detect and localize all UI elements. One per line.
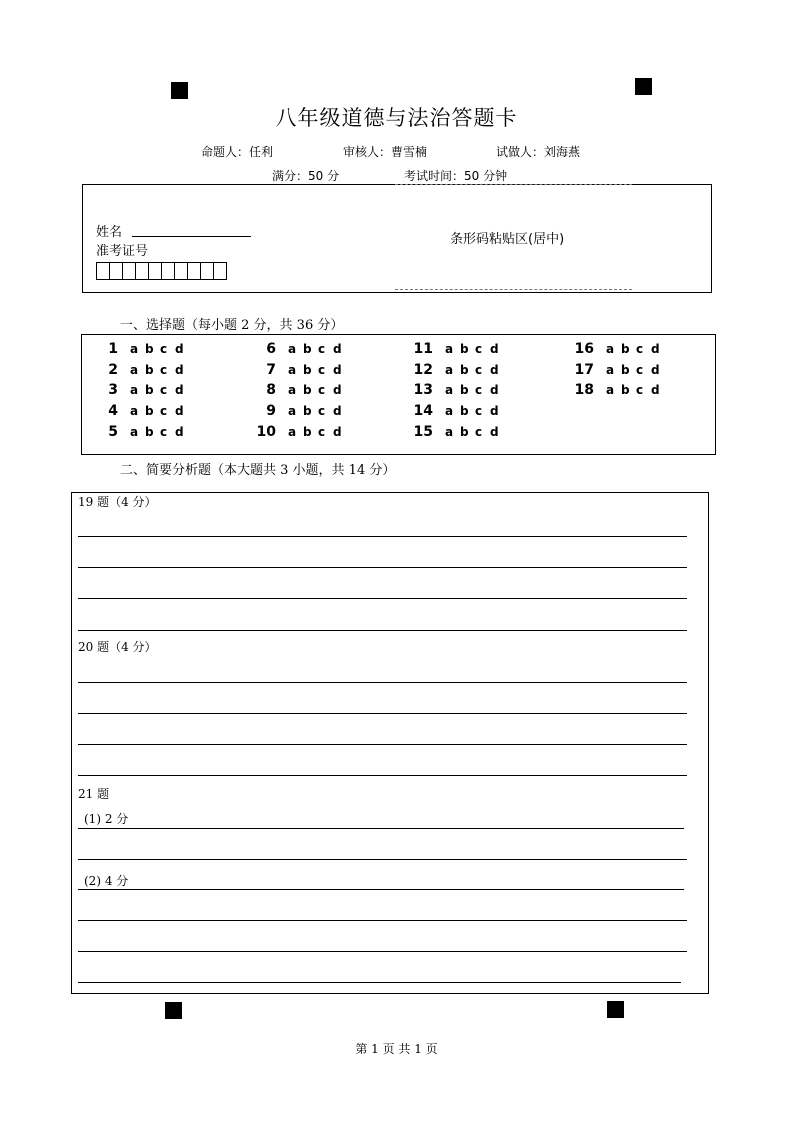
choice-question-row [250, 424, 348, 440]
question-number: 18 [574, 382, 594, 398]
answer-option[interactable]: d [333, 383, 342, 397]
question-number: 13 [413, 382, 433, 398]
answer-option[interactable]: d [333, 342, 342, 356]
answer-option[interactable]: d [175, 404, 184, 418]
registration-mark-top-right [635, 78, 652, 95]
choice-question-row [92, 424, 190, 440]
answer-option[interactable]: c [475, 363, 483, 377]
answer-line[interactable] [78, 630, 687, 631]
registration-mark-top-left [171, 82, 188, 99]
answer-line[interactable] [78, 859, 687, 860]
question-number: 12 [413, 362, 433, 378]
question-number: 15 [413, 424, 433, 440]
answer-option[interactable]: a [445, 342, 454, 356]
question-21-label: 21 题 [78, 787, 110, 801]
tester-info: 试做人：刘海燕 [496, 145, 581, 159]
choice-question-row [250, 403, 348, 419]
answer-option[interactable]: b [145, 383, 154, 397]
answer-option[interactable]: c [160, 425, 168, 439]
choice-question-row [407, 382, 505, 398]
answer-option[interactable]: c [475, 383, 483, 397]
answer-line[interactable] [78, 682, 687, 683]
answer-option[interactable]: b [303, 404, 312, 418]
choice-question-row [568, 341, 666, 357]
section1-heading: 一、选择题（每小题 2 分，共 36 分） [120, 318, 344, 333]
question-number: 3 [108, 382, 118, 398]
question-number: 11 [413, 341, 433, 357]
answer-option[interactable]: d [333, 363, 342, 377]
answer-option[interactable]: a [606, 363, 615, 377]
exam-id-grid[interactable] [96, 262, 226, 280]
page-footer: 第 1 页 共 1 页 [355, 1042, 438, 1056]
answer-option[interactable]: c [636, 342, 644, 356]
exam-id-cell[interactable] [187, 262, 201, 280]
answer-option[interactable]: b [460, 363, 469, 377]
answer-option[interactable]: c [318, 363, 326, 377]
answer-line[interactable] [78, 889, 684, 890]
answer-option[interactable]: d [490, 342, 499, 356]
answer-option[interactable]: c [160, 342, 168, 356]
question-21-part2-label: (2) 4 分 [84, 874, 129, 888]
section2-heading: 二、简要分析题（本大题共 3 小题，共 14 分） [120, 463, 396, 478]
choice-question-row [92, 403, 190, 419]
answer-option[interactable]: a [288, 342, 297, 356]
answer-option[interactable]: b [621, 383, 630, 397]
answer-option[interactable]: b [621, 342, 630, 356]
answer-option[interactable]: c [636, 363, 644, 377]
question-number: 1 [108, 341, 118, 357]
question-number: 6 [266, 341, 276, 357]
answer-option[interactable]: d [333, 425, 342, 439]
name-label: 姓名 [96, 225, 123, 240]
question-number: 7 [266, 362, 276, 378]
answer-option[interactable]: c [475, 425, 483, 439]
page-title: 八年级道德与法治答题卡 [275, 106, 518, 130]
answer-option[interactable]: b [303, 425, 312, 439]
choice-question-row [407, 362, 505, 378]
answer-line[interactable] [78, 567, 687, 568]
question-number: 4 [108, 403, 118, 419]
answer-option[interactable]: a [130, 404, 139, 418]
exam-id-cell[interactable] [109, 262, 123, 280]
answer-option[interactable]: c [318, 404, 326, 418]
answer-option[interactable]: a [130, 342, 139, 356]
answer-option[interactable]: b [460, 383, 469, 397]
question-19-label: 19 题（4 分） [78, 495, 157, 509]
answer-option[interactable]: a [288, 363, 297, 377]
question-number: 14 [413, 403, 433, 419]
choice-question-row [407, 341, 505, 357]
answer-option[interactable]: c [318, 425, 326, 439]
exam-id-cell[interactable] [122, 262, 136, 280]
choice-question-row [568, 362, 666, 378]
answer-option[interactable]: a [445, 363, 454, 377]
answer-option[interactable]: c [160, 404, 168, 418]
answer-option[interactable]: b [145, 404, 154, 418]
answer-option[interactable]: a [445, 383, 454, 397]
answer-option[interactable]: b [460, 425, 469, 439]
answer-line[interactable] [78, 713, 687, 714]
answer-option[interactable]: c [160, 363, 168, 377]
answer-option[interactable]: a [606, 383, 615, 397]
registration-mark-bottom-left [165, 1002, 182, 1019]
answer-option[interactable]: b [303, 342, 312, 356]
exam-id-cell[interactable] [161, 262, 175, 280]
answer-option[interactable]: d [175, 342, 184, 356]
answer-line[interactable] [78, 828, 684, 829]
answer-option[interactable]: a [288, 404, 297, 418]
question-number: 2 [108, 362, 118, 378]
answer-option[interactable]: a [130, 383, 139, 397]
answer-option[interactable]: c [475, 342, 483, 356]
answer-line[interactable] [78, 982, 681, 983]
barcode-bottom-dashline [395, 289, 632, 290]
barcode-top-dashline [395, 184, 632, 185]
answer-option[interactable]: b [145, 425, 154, 439]
answer-option[interactable]: b [303, 363, 312, 377]
choice-question-row [407, 403, 505, 419]
answer-option[interactable]: b [145, 363, 154, 377]
exam-id-cell[interactable] [213, 262, 227, 280]
answer-option[interactable]: c [475, 404, 483, 418]
answer-option[interactable]: a [130, 425, 139, 439]
question-number: 17 [574, 362, 594, 378]
exam-id-cell[interactable] [96, 262, 110, 280]
answer-option[interactable]: a [445, 404, 454, 418]
score-info: 满分：50 分 [272, 169, 340, 183]
question-number: 8 [266, 382, 276, 398]
choice-question-row [250, 341, 348, 357]
answer-option[interactable]: d [490, 425, 499, 439]
answer-option[interactable]: d [175, 363, 184, 377]
answer-option[interactable]: c [318, 383, 326, 397]
answer-option[interactable]: d [490, 404, 499, 418]
answer-option[interactable]: d [651, 383, 660, 397]
author-info: 命题人：任利 [201, 145, 274, 159]
answer-option[interactable]: d [651, 363, 660, 377]
answer-option[interactable]: d [175, 383, 184, 397]
answer-option[interactable]: d [490, 363, 499, 377]
answer-line[interactable] [78, 598, 687, 599]
answer-line[interactable] [78, 920, 687, 921]
answer-option[interactable]: b [621, 363, 630, 377]
answer-option[interactable]: d [175, 425, 184, 439]
answer-option[interactable]: b [145, 342, 154, 356]
choice-question-row [250, 382, 348, 398]
question-number: 5 [108, 424, 118, 440]
question-number: 10 [256, 424, 276, 440]
answer-line[interactable] [78, 951, 687, 952]
answer-option[interactable]: d [333, 404, 342, 418]
answer-option[interactable]: d [651, 342, 660, 356]
registration-mark-bottom-right [607, 1001, 624, 1018]
choice-question-row [92, 362, 190, 378]
answer-option[interactable]: a [288, 425, 297, 439]
exam-id-cell[interactable] [148, 262, 162, 280]
exam-id-cell[interactable] [200, 262, 214, 280]
name-field[interactable] [132, 236, 251, 237]
answer-option[interactable]: a [445, 425, 454, 439]
answer-line[interactable] [78, 775, 687, 776]
exam-id-cell[interactable] [135, 262, 149, 280]
time-info: 考试时间：50 分钟 [404, 169, 508, 183]
exam-id-cell[interactable] [174, 262, 188, 280]
question-20-label: 20 题（4 分） [78, 640, 157, 654]
answer-line[interactable] [78, 744, 687, 745]
barcode-area-label: 条形码粘贴区(居中) [450, 232, 565, 247]
answer-option[interactable]: c [318, 342, 326, 356]
exam-id-label: 准考证号 [96, 244, 149, 259]
answer-option[interactable]: c [160, 383, 168, 397]
question-21-part1-label: (1) 2 分 [84, 812, 129, 826]
choice-question-row [568, 382, 666, 398]
answer-line[interactable] [78, 536, 687, 537]
question-number: 16 [574, 341, 594, 357]
answer-option[interactable]: a [130, 363, 139, 377]
choice-question-row [407, 424, 505, 440]
reviewer-info: 审核人：曹雪楠 [343, 145, 428, 159]
answer-option[interactable]: b [303, 383, 312, 397]
question-number: 9 [266, 403, 276, 419]
choice-question-row [92, 341, 190, 357]
answer-option[interactable]: b [460, 404, 469, 418]
answer-option[interactable]: d [490, 383, 499, 397]
choice-question-row [250, 362, 348, 378]
answer-option[interactable]: a [288, 383, 297, 397]
choice-question-row [92, 382, 190, 398]
answer-option[interactable]: b [460, 342, 469, 356]
answer-option[interactable]: a [606, 342, 615, 356]
answer-option[interactable]: c [636, 383, 644, 397]
